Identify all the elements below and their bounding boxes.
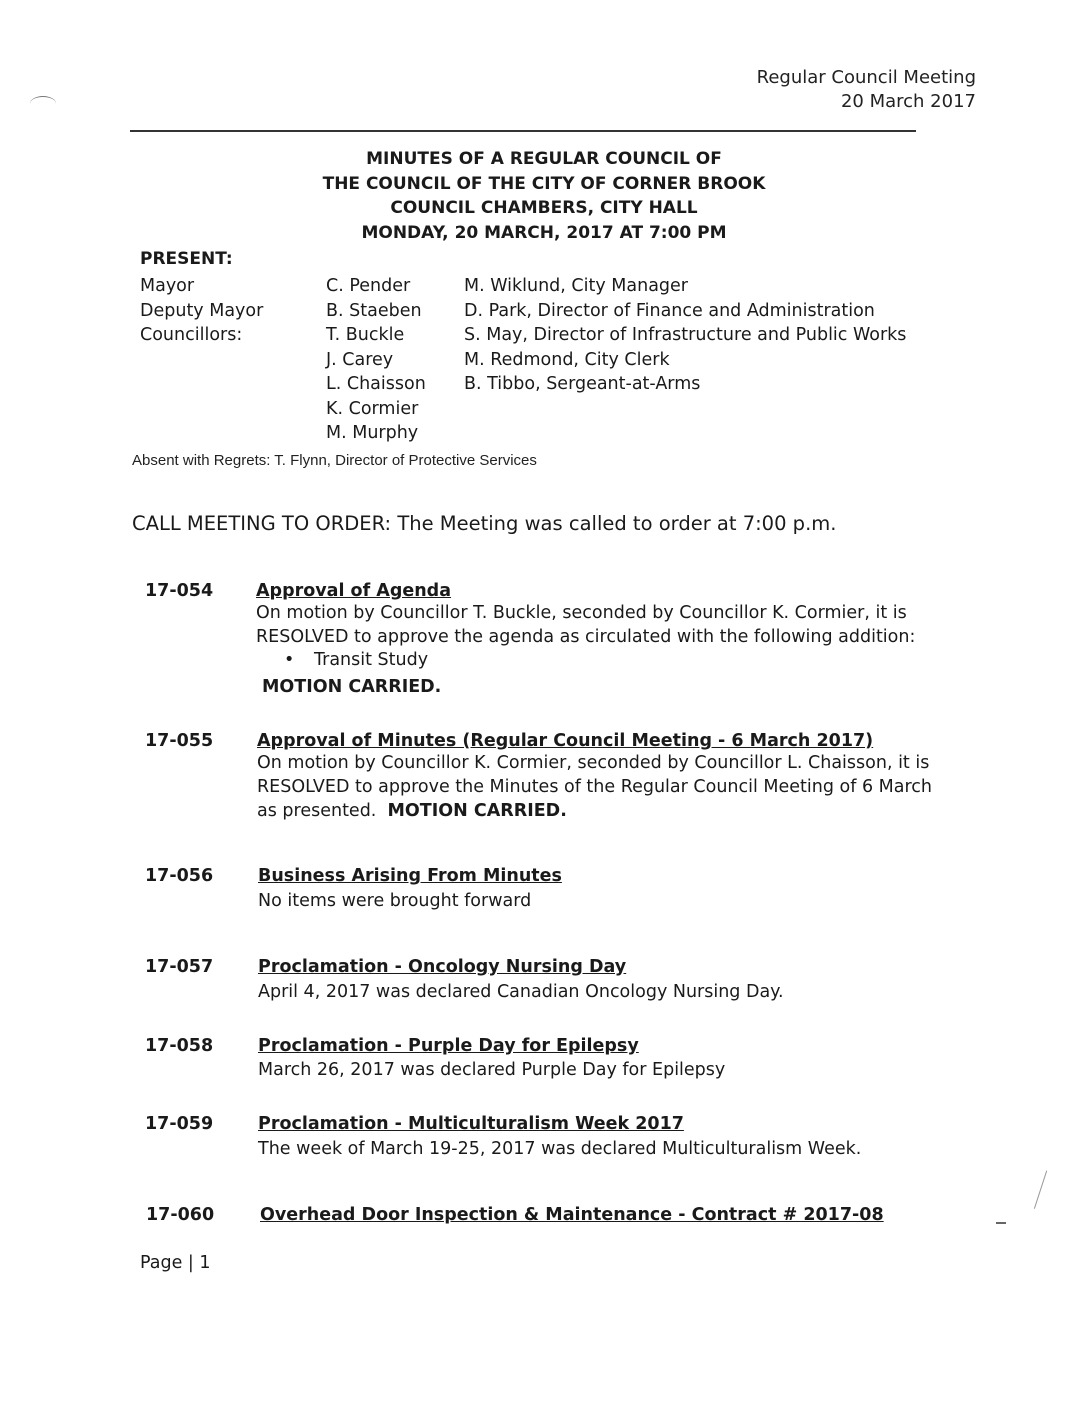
item-title: Approval of Agenda bbox=[256, 581, 452, 601]
item-body-line: April 4, 2017 was declared Canadian Oncology Nursing Day. bbox=[258, 982, 784, 1002]
absent-with-regrets: Absent with Regrets: T. Flynn, Director of Protective Services bbox=[132, 452, 537, 469]
item-body-line: RESOLVED to approve the Minutes of the Regular Council Meeting of 6 March bbox=[257, 777, 933, 797]
member-name: J. Carey bbox=[326, 349, 394, 370]
item-title: Proclamation - Multiculturalism Week 2017 bbox=[258, 1114, 684, 1134]
staff-entry: D. Park, Director of Finance and Administration bbox=[464, 300, 875, 321]
scan-mark bbox=[996, 1222, 1006, 1224]
item-body-line: The week of March 19-25, 2017 was declared Multiculturalism Week. bbox=[258, 1139, 862, 1159]
call-to-order: CALL MEETING TO ORDER: The Meeting was called to order at 7:00 p.m. bbox=[132, 512, 837, 535]
item-body-line: RESOLVED to approve the agenda as circulated with the following addition: bbox=[256, 627, 916, 647]
item-title: Proclamation - Oncology Nursing Day bbox=[258, 957, 627, 977]
item-body-line: On motion by Councillor K. Cormier, seconded by Councillor L. Chaisson, it is bbox=[257, 753, 930, 773]
item-body bbox=[256, 601, 915, 649]
item-body-text: as presented. bbox=[257, 801, 377, 821]
present-heading: PRESENT: bbox=[140, 249, 233, 269]
item-title: Overhead Door Inspection & Maintenance - Contract # 2017-08 bbox=[260, 1205, 884, 1225]
staff-entry: M. Wiklund, City Manager bbox=[464, 276, 688, 296]
motion-carried: MOTION CARRIED. bbox=[262, 677, 442, 697]
staff-entry: S. May, Director of Infrastructure and Public Works bbox=[464, 325, 907, 345]
member-name: L. Chaisson bbox=[326, 374, 426, 394]
page-number: Page | 1 bbox=[140, 1253, 211, 1273]
item-body-line: March 26, 2017 was declared Purple Day for Epilepsy bbox=[258, 1060, 726, 1080]
bullet-dot: • bbox=[284, 650, 295, 670]
item-number: 17-059 bbox=[145, 1114, 214, 1134]
item-number: 17-058 bbox=[145, 1036, 214, 1056]
member-name: B. Staeben bbox=[326, 300, 422, 321]
member-name: K. Cormier bbox=[326, 398, 419, 419]
member-name: C. Pender bbox=[326, 276, 411, 296]
item-number: 17-055 bbox=[145, 731, 214, 751]
title-line-1: MINUTES OF A REGULAR COUNCIL OF bbox=[366, 149, 722, 169]
member-name: M. Murphy bbox=[326, 423, 419, 443]
role-councillors: Councillors: bbox=[140, 325, 243, 345]
item-body bbox=[257, 751, 932, 823]
role-mayor: Mayor bbox=[140, 276, 195, 296]
scan-mark bbox=[1034, 1171, 1049, 1210]
header-divider bbox=[130, 130, 916, 132]
title-line-3: COUNCIL CHAMBERS, CITY HALL bbox=[390, 198, 698, 218]
item-number: 17-056 bbox=[145, 866, 214, 886]
present-roles bbox=[140, 274, 263, 348]
item-body-line bbox=[257, 799, 932, 823]
item-title: Business Arising From Minutes bbox=[258, 866, 562, 886]
present-members bbox=[326, 274, 426, 446]
title-line-4: MONDAY, 20 MARCH, 2017 AT 7:00 PM bbox=[361, 223, 727, 243]
item-number: 17-057 bbox=[145, 957, 214, 977]
motion-carried: MOTION CARRIED. bbox=[387, 801, 567, 821]
staff-entry: M. Redmond, City Clerk bbox=[464, 349, 670, 370]
item-title: Proclamation - Purple Day for Epilepsy bbox=[258, 1036, 639, 1056]
header-meeting-date: 20 March 2017 bbox=[840, 91, 976, 112]
role-deputy-mayor: Deputy Mayor bbox=[140, 300, 264, 321]
header-meeting-type: Regular Council Meeting bbox=[756, 67, 976, 88]
present-staff bbox=[464, 274, 906, 397]
title-line-2: THE COUNCIL OF THE CITY OF CORNER BROOK bbox=[322, 174, 766, 194]
item-body-line: On motion by Councillor T. Buckle, seconded by Councillor K. Cormier, it is bbox=[256, 603, 907, 623]
member-name: T. Buckle bbox=[326, 325, 405, 345]
item-number: 17-054 bbox=[145, 581, 214, 601]
bullet-item: Transit Study bbox=[314, 650, 429, 670]
staff-entry: B. Tibbo, Sergeant-at-Arms bbox=[464, 374, 701, 394]
item-body-line: No items were brought forward bbox=[258, 891, 532, 911]
item-number: 17-060 bbox=[146, 1205, 215, 1225]
scan-mark bbox=[30, 96, 56, 111]
item-title: Approval of Minutes (Regular Council Meeting - 6 March 2017) bbox=[257, 731, 874, 751]
